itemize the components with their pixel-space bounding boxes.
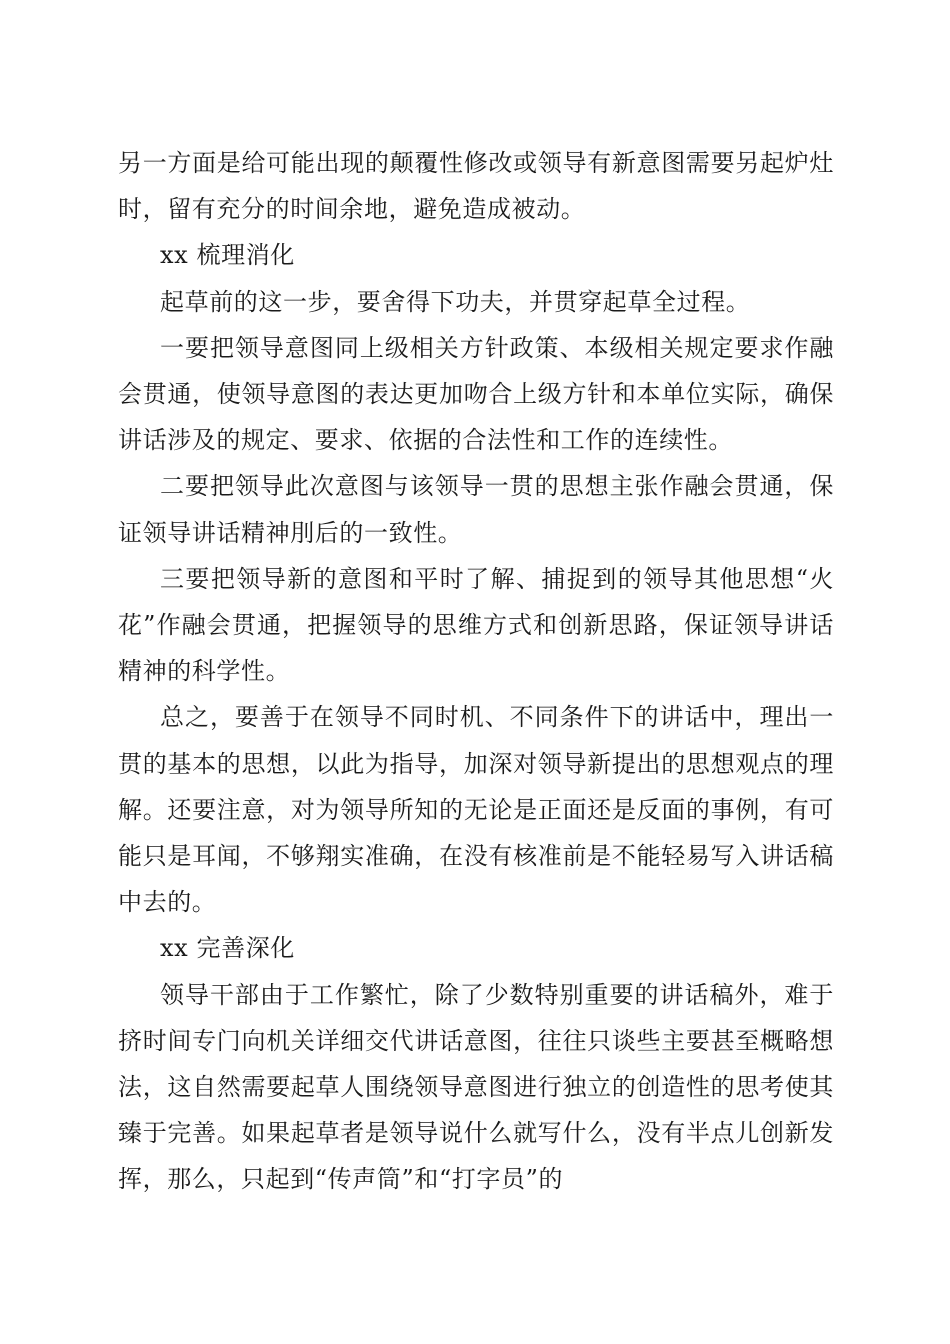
paragraph: 二要把领导此次意图与该领导一贯的思想主张作融会贯通，保证领导讲话精神刖后的一致性。: [118, 472, 834, 547]
paragraph: 起草前的这一步，要舍得下功夫，并贯穿起草全过程。: [160, 287, 751, 316]
paragraph-continuation: 另一方面是给可能出现的颠覆性修改或领导有新意图需要另起炉灶时，留有充分的时间余地，避免造成被动。: [118, 149, 834, 224]
section-heading-refine-deepen: xx 完善深化: [160, 934, 295, 963]
section-heading-sort-digest: xx 梳理消化: [160, 241, 295, 270]
document-body: [118, 140, 834, 1203]
paragraph: 领导干部由于工作繁忙，除了少数特别重要的讲话稿外，难于挤时间专门向机关详细交代讲话意图，往往只谈些主要甚至概略想法，这自然需要起草人围绕领导意图进行独立的创造性的思考使其臻于完善。如果起草者是领导说什么就写什么，没有半点儿创新发挥，那么，只起到“传声筒”和“打字员”的: [118, 980, 834, 1194]
paragraph: 一要把领导意图同上级相关方针政策、本级相关规定要求作融会贯通，使领导意图的表达更加吻合上级方针和本单位实际，确保讲话涉及的规定、要求、依据的合法性和工作的连续性。: [118, 333, 834, 455]
paragraph: 总之，要善于在领导不同时机、不同条件下的讲话中，理出一贯的基本的思想，以此为指导，加深对领导新提出的思想观点的理解。还要注意，对为领导所知的无论是正面还是反面的事例，有可能只是耳闻，不够翔实准确，在没有核准前是不能轻易写入讲话稿中去的。: [118, 703, 834, 917]
paragraph: 三要把领导新的意图和平时了解、捕捉到的领导其他思想“火花”作融会贯通，把握领导的思维方式和创新思路，保证领导讲话精神的科学性。: [118, 564, 834, 686]
